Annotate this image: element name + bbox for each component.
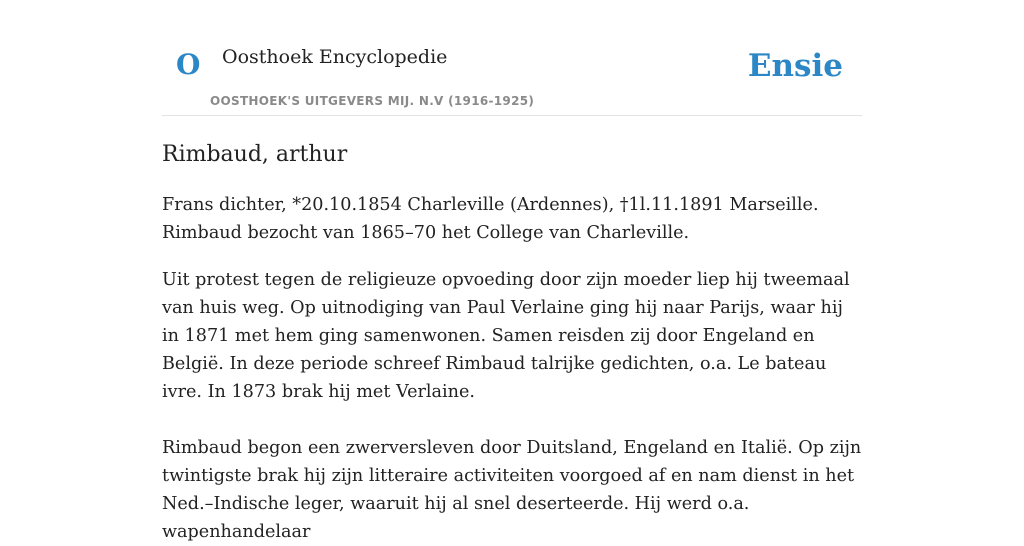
article-body xyxy=(162,191,862,546)
page xyxy=(162,0,862,546)
article-paragraph: Rimbaud begon een zwerversleven door Duitsland, Engeland en Italië. Op zijn twintigste brak hij zijn litteraire activiteiten voorgoed af en nam dienst in het Ned.–Indische leger, waaruit hij al snel deserteerde. Hij werd o.a. wapenhandelaar xyxy=(162,438,862,543)
ensie-logo[interactable]: Ensie xyxy=(747,48,843,84)
publication-title[interactable]: Oosthoek Encyclopedie xyxy=(222,46,448,68)
publisher-label: OOSTHOEK'S UITGEVERS MIJ. N.V (1916-1925) xyxy=(210,94,535,108)
article-paragraph: Frans dichter, *20.10.1854 Charleville (Ardennes), †1l.11.1891 Marseille. Rimbaud bezocht van 1865–70 het College van Charleville. xyxy=(162,195,819,244)
article-paragraph: Uit protest tegen de religieuze opvoeding door zijn moeder liep hij tweemaal van huis weg. Op uitnodiging van Paul Verlaine ging hij naar Parijs, waar hij in 1871 met hem ging samenwonen. Samen reisden zij door Engeland en België. In deze periode schreef Rimbaud talrijke gedichten, o.a. Le bateau ivre. In 1873 brak hij met Verlaine. xyxy=(162,270,850,403)
publication-logo[interactable]: O xyxy=(176,48,201,81)
article-title: Rimbaud, arthur xyxy=(162,142,348,167)
site-header xyxy=(162,0,862,116)
